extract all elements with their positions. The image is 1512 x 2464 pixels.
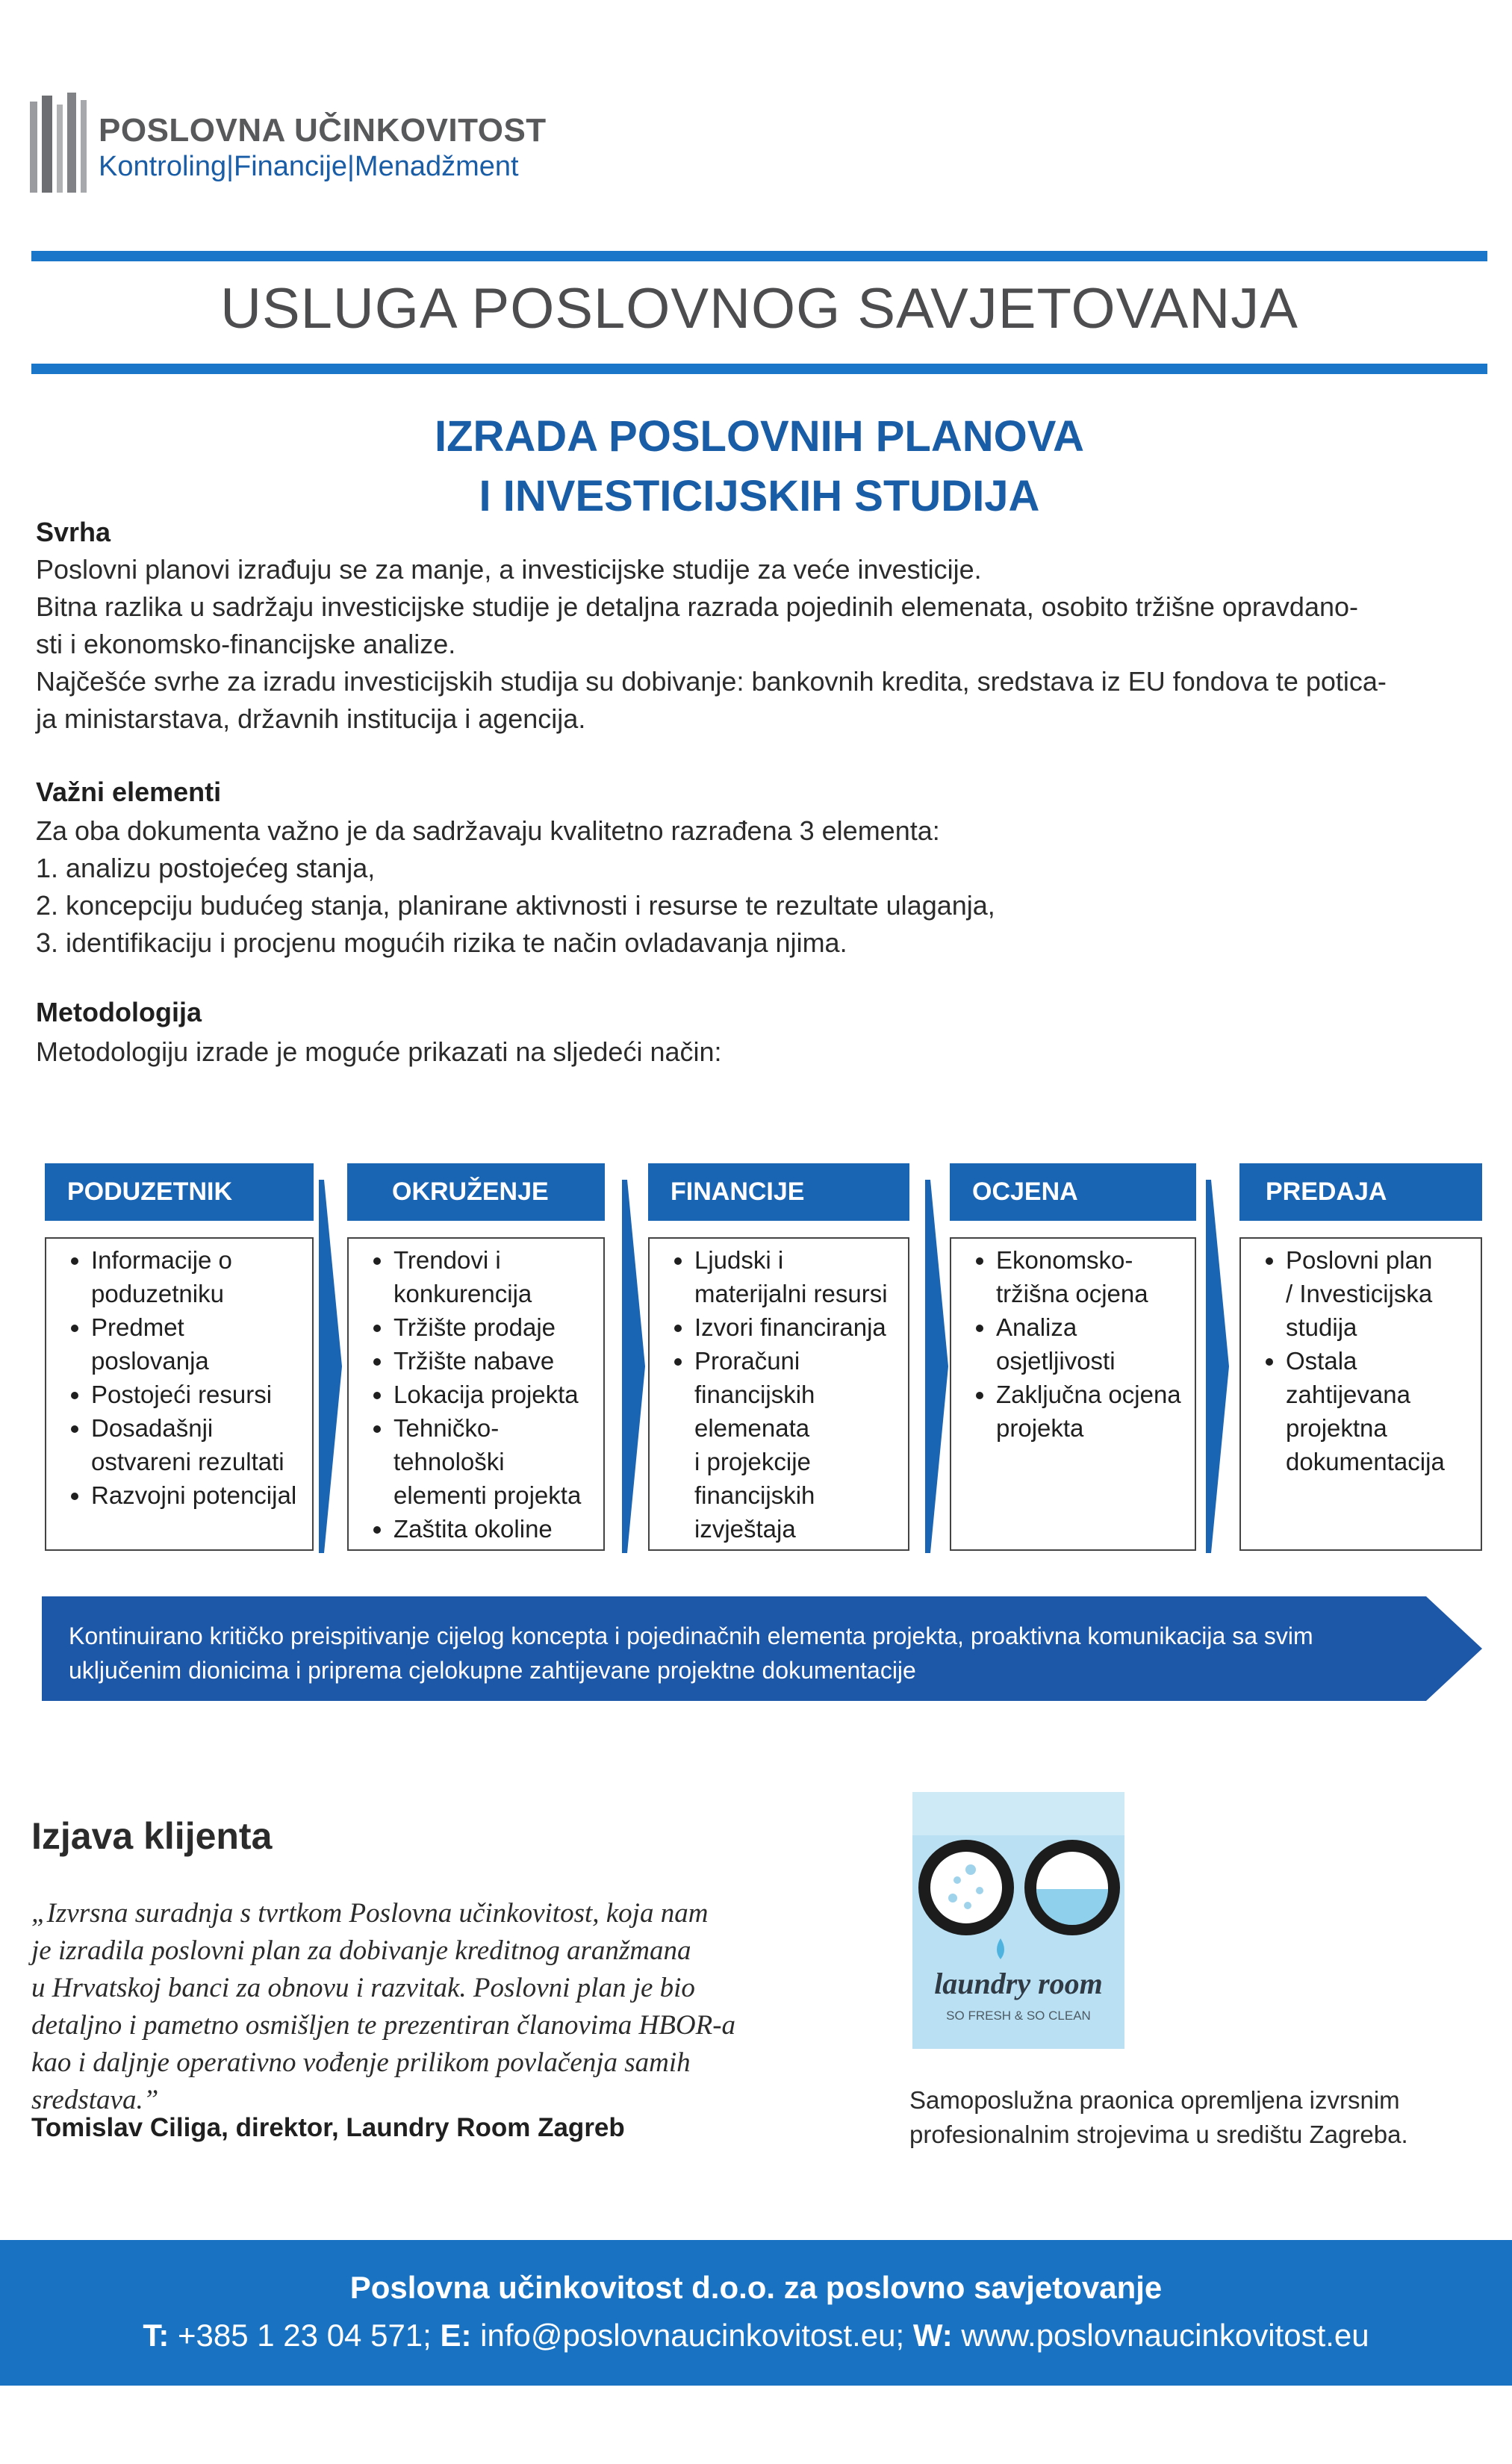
list-item: • Zaštita okoline (393, 1512, 596, 1546)
top-divider (31, 251, 1487, 261)
email-label: E: (440, 2318, 472, 2353)
list-item: • Postojeći resursi (91, 1378, 305, 1411)
list-item: • Tehničko- tehnološki elementi projekta (393, 1411, 596, 1512)
methodology-heading: Metodologija (36, 997, 202, 1027)
elements-text (36, 812, 1492, 962)
process-step-header: PODUZETNIK (45, 1163, 314, 1221)
quote-line: „Izvrsna suradnja s tvrtkom Poslovna učinkovitost, koja nam (31, 1898, 709, 1929)
company-logo (30, 90, 547, 194)
elements-heading: Važni elementi (36, 777, 222, 807)
bottom-divider (31, 364, 1487, 374)
text-line: Poslovni planovi izrađuju se za manje, a investicijske studije za veće investicije. (36, 554, 982, 585)
client-logo-caption (909, 2083, 1477, 2152)
chevron-right-icon (622, 1180, 645, 1553)
laundry-room-name: laundry room (934, 1967, 1103, 2000)
text-line: 3. identifikaciju i procjenu mogućih rizika te način ovladavanja njima. (36, 927, 847, 958)
list-item: • Ostala zahtijevana projektna dokumentacija (1286, 1344, 1473, 1478)
email-address: info@poslovnaucinkovitost.eu; (471, 2318, 913, 2353)
process-step-header: OCJENA (950, 1163, 1196, 1221)
text-line: Najčešće svrhe za izradu investicijskih studija su dobivanje: bankovnih kredita, sredstava iz EU fondova te potica- (36, 666, 1387, 697)
footer-contacts (0, 2318, 1512, 2353)
list-item: • Analiza osjetljivosti (996, 1310, 1187, 1378)
list-item: • Predmet poslovanja (91, 1310, 305, 1378)
list-item: • Ljudski i materijalni resursi (694, 1243, 900, 1310)
text-line: 2. koncepciju budućeg stanja, planirane aktivnosti i resurse te rezultate ulaganja, (36, 890, 995, 921)
web-label: W: (912, 2318, 953, 2353)
process-banner-text: Kontinuirano kritičko preispitivanje cijelog koncepta i pojedinačnih elementa projekta, proaktivna komunikacija sa svim uključenim dionicima i priprema cjelokupne zahtijevane projektne dokumentacije (69, 1623, 1313, 1684)
website: www.poslovnaucinkovitost.eu (952, 2318, 1369, 2353)
document-title-line: I INVESTICIJSKIH STUDIJA (479, 472, 1040, 520)
list-item: • Razvojni potencijal (91, 1478, 305, 1512)
list-item: • Trendovi i konkurencija (393, 1243, 596, 1310)
document-title (31, 407, 1487, 526)
quote-line: sredstava.” (31, 2085, 159, 2115)
list-item: • Lokacija projekta (393, 1378, 596, 1411)
text-line: 1. analizu postojećeg stanja, (36, 853, 376, 883)
testimonial-quote (31, 1895, 853, 2119)
footer (0, 2240, 1512, 2386)
list-item: • Zaključna ocjena projekta (996, 1378, 1187, 1445)
quote-line: detaljno i pametno osmišljen te prezentiran članovima HBOR-a (31, 2010, 736, 2041)
laundry-room-tagline: SO FRESH & SO CLEAN (946, 2009, 1091, 2023)
laundry-room-logo (912, 1792, 1124, 2049)
service-title: USLUGA POSLOVNOG SAVJETOVANJA (220, 277, 1298, 340)
list-item: • Tržište prodaje (393, 1310, 596, 1344)
quote-line: je izradila poslovni plan za dobivanje kreditnog aranžmana (31, 1935, 691, 1966)
quote-line: kao i daljnje operativno vođenje prilikom povlačenja samih (31, 2047, 691, 2078)
vertical-bars-logo-icon (30, 90, 97, 194)
text-line: sti i ekonomsko-financijske analize. (36, 629, 456, 659)
text-line: ja ministarstava, državnih institucija i agencija. (36, 703, 586, 734)
testimonial-author: Tomislav Ciliga, direktor, Laundry Room Zagreb (31, 2113, 625, 2142)
purpose-heading: Svrha (36, 517, 111, 547)
caption-line: Samoposlužna praonica opremljena izvrsnim (909, 2086, 1400, 2114)
process-step-box (347, 1237, 605, 1551)
process-step-header: OKRUŽENJE (347, 1163, 605, 1221)
text-line: Bitna razlika u sadržaju investicijske studije je detaljna razrada pojedinih elemenata, osobito tržišne opravdano- (36, 591, 1358, 622)
phone-label: T: (143, 2318, 169, 2353)
list-item: • Informacije o poduzetniku (91, 1243, 305, 1310)
chevron-right-icon (925, 1180, 948, 1553)
process-step-box (648, 1237, 909, 1551)
process-step-box (1239, 1237, 1482, 1551)
testimonial-heading: Izjava klijenta (31, 1815, 273, 1857)
list-item: • Poslovni plan / Investicijska studija (1286, 1243, 1473, 1344)
list-item: • Tržište nabave (393, 1344, 596, 1378)
list-item: • Izvori financiranja (694, 1310, 900, 1344)
chevron-right-icon (319, 1180, 342, 1553)
phone-number: +385 1 23 04 571; (169, 2318, 441, 2353)
text-line: Metodologiju izrade je moguće prikazati na sljedeći način: (36, 1036, 722, 1067)
chevron-right-icon (1206, 1180, 1229, 1553)
text-line: Za oba dokumenta važno je da sadržavaju kvalitetno razrađena 3 elementa: (36, 815, 940, 846)
process-step-header: PREDAJA (1239, 1163, 1482, 1221)
logo-subtitle: Kontroling|Financije|Menadžment (99, 151, 519, 182)
caption-line: profesionalnim strojevima u središtu Zagreba. (909, 2121, 1408, 2148)
process-step-box (45, 1237, 314, 1551)
process-step-header: FINANCIJE (648, 1163, 909, 1221)
quote-line: u Hrvatskoj banci za obnovu i razvitak. Poslovni plan je bio (31, 1973, 695, 2003)
footer-company: Poslovna učinkovitost d.o.o. za poslovno savjetovanje (349, 2270, 1163, 2305)
process-step-box (950, 1237, 1196, 1551)
list-item: • Proračuni financijskih elemenata i projekcije financijskih izvještaja (694, 1344, 900, 1546)
document-title-line: IZRADA POSLOVNIH PLANOVA (434, 412, 1085, 461)
list-item: • Ekonomsko- tržišna ocjena (996, 1243, 1187, 1310)
purpose-text (36, 551, 1492, 738)
methodology-text (36, 1033, 1492, 1071)
list-item: • Dosadašnji ostvareni rezultati (91, 1411, 305, 1478)
logo-title: POSLOVNA UČINKOVITOST (99, 112, 547, 149)
